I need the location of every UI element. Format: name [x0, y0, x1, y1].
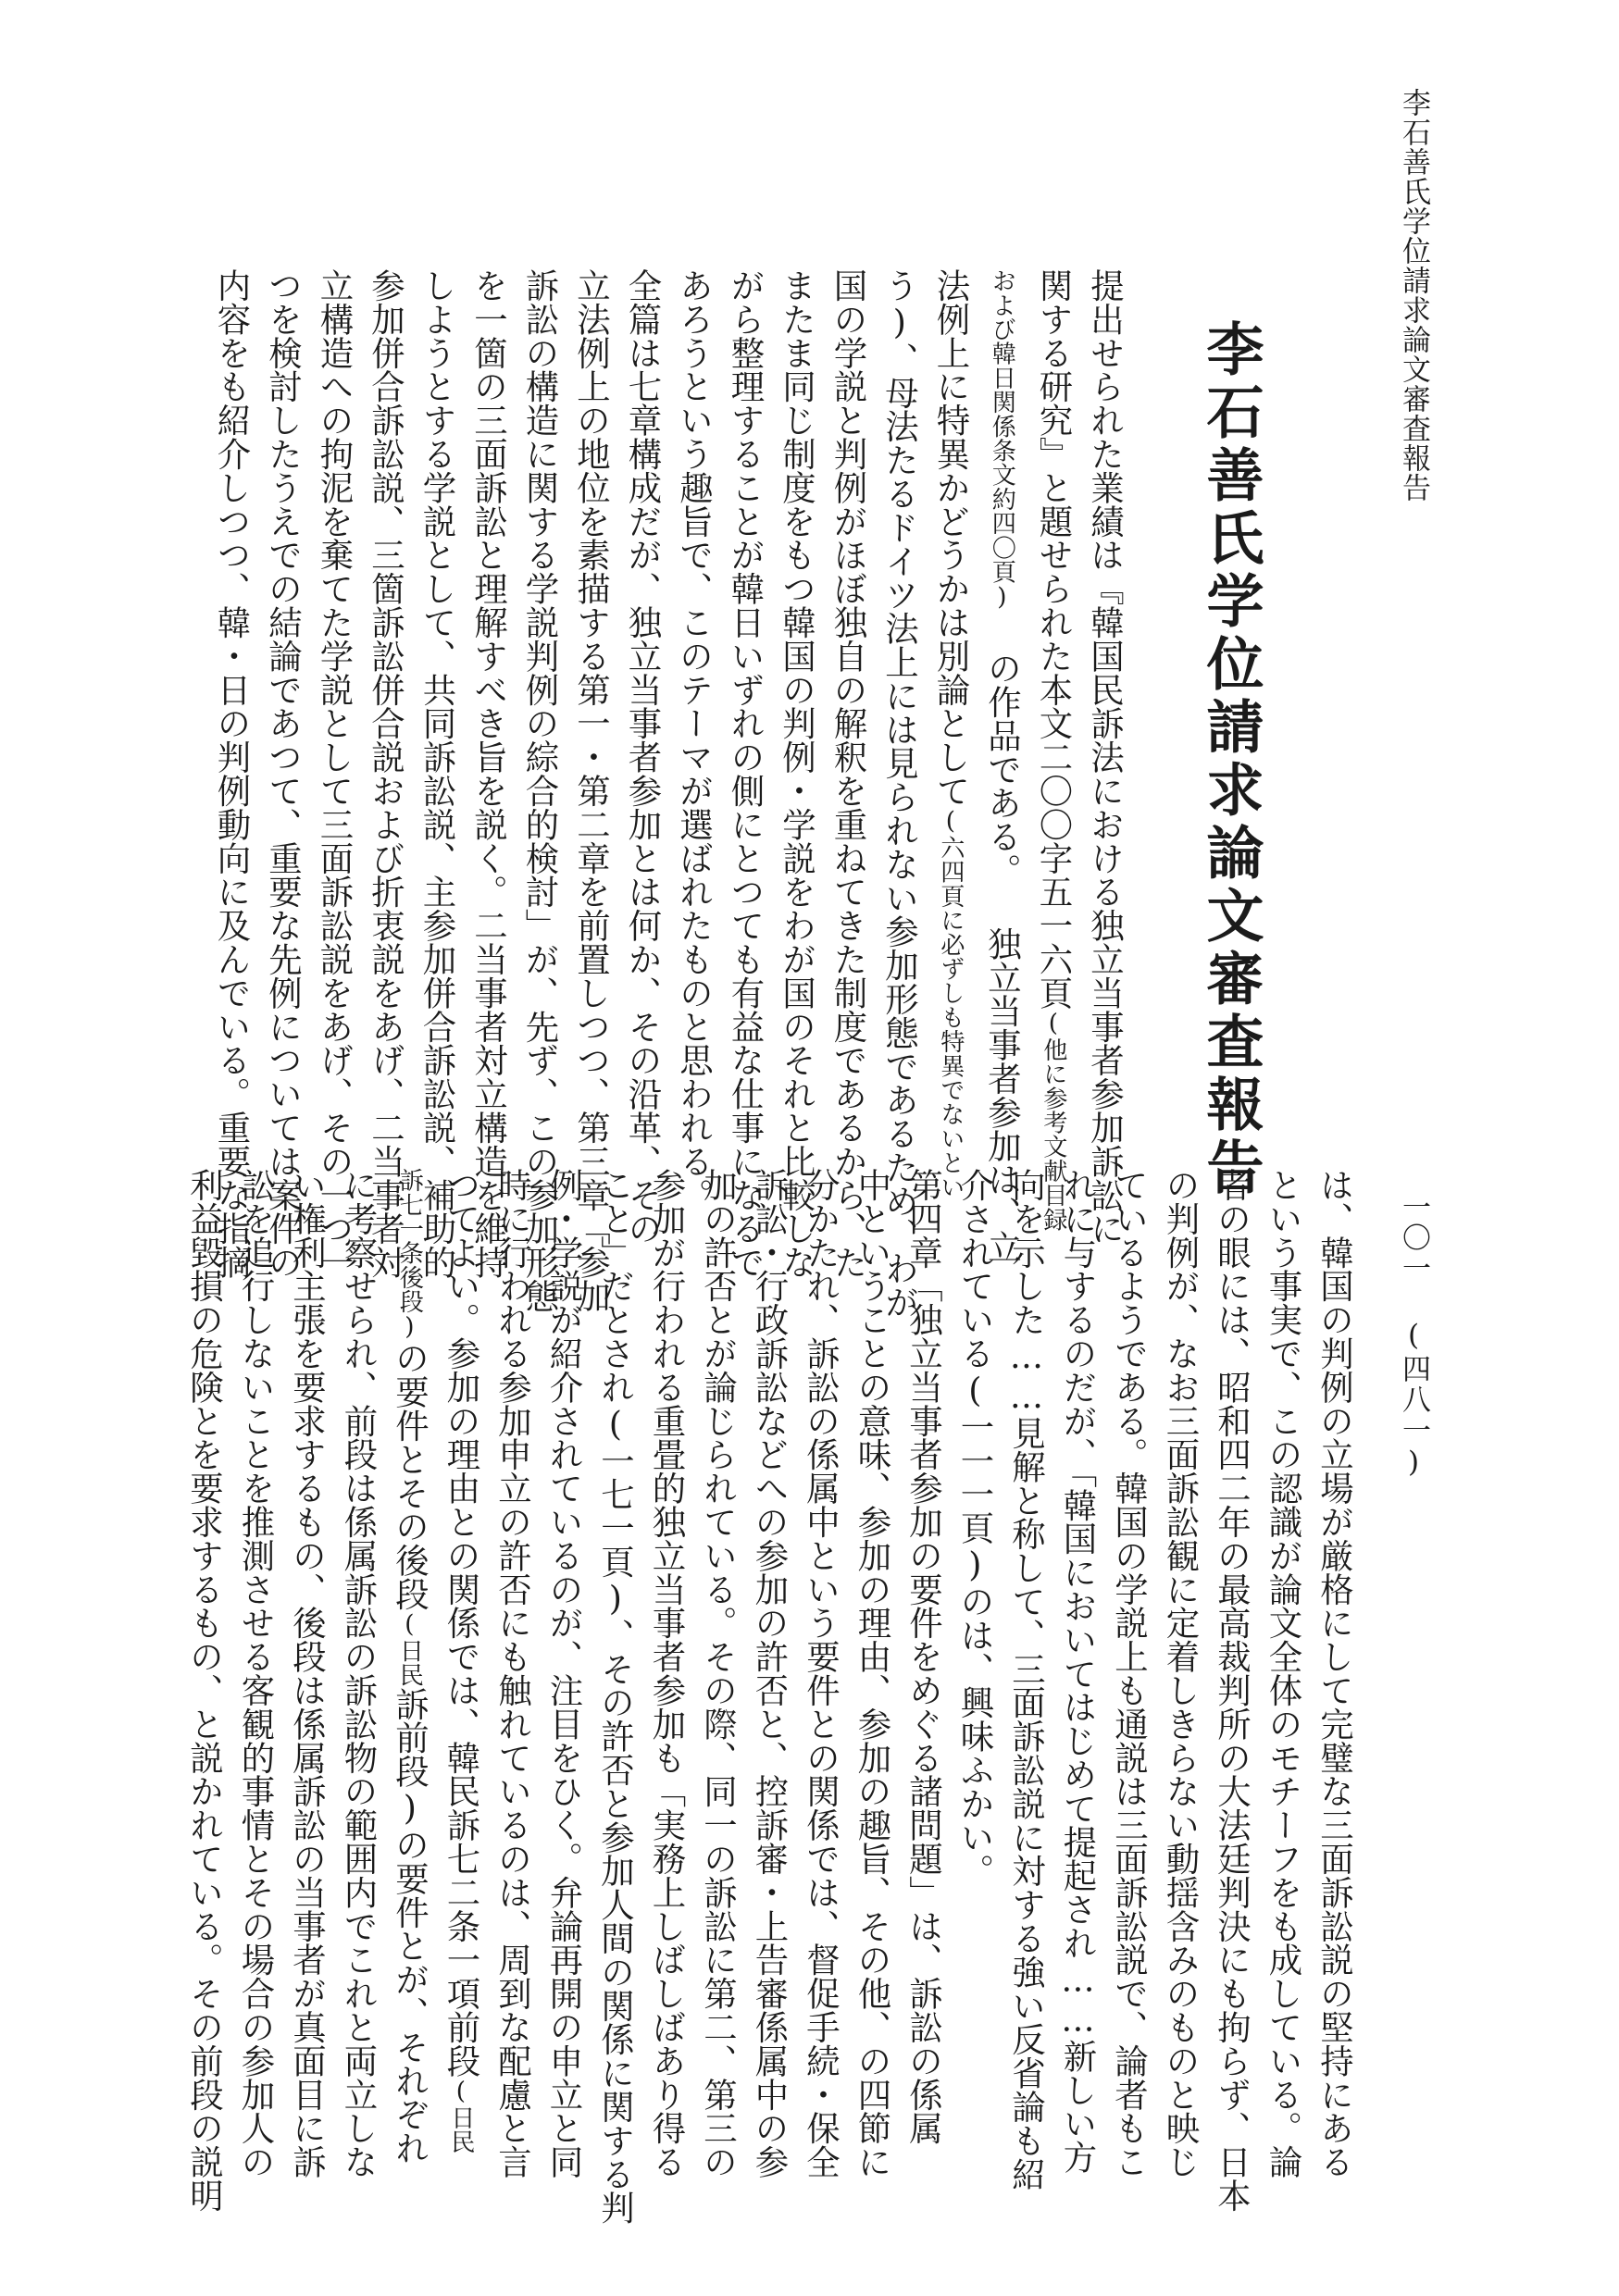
text-line: れに与するのだが、「韓国においてはじめて提起され……新しい方 — [1057, 1168, 1098, 2174]
text-line: 時に行われる参加申立の許否にも触れているのは、周到な配慮と言 — [492, 1168, 533, 2178]
text-line: 関する研究』と題せられた本文二〇〇字五一六頁(他に参考文献目録 — [1033, 268, 1074, 1232]
text-line: 訟を追行しないことを推測させる客観的事情とその場合の参加人の — [235, 1168, 276, 2178]
article-title: 李石善氏学位請求論文審査報告 — [1197, 319, 1264, 1200]
text-line: 立構造への拘泥を棄てた学説として三面訴訟説をあげ、その一つ一 — [314, 268, 355, 1279]
text-line: 参加併合訴訟説、三箇訴訟併合説および折衷説をあげ、二当事者対 — [366, 268, 406, 1279]
text-line: 向を示した……見解と称して、三面訴訟説に対する強い反省論も紹 — [1006, 1168, 1047, 2191]
text-line: に考察せられ、前段は係属訴訟の訴訟物の範囲内でこれと両立しな — [338, 1168, 379, 2178]
text-line: という事実で、この認識が論文全体のモチーフをも成している。論 — [1263, 1168, 1303, 2178]
text-line: は、韓国の判例の立場が厳格にして完璧な三面訴訟説の堅持にある — [1314, 1168, 1355, 2178]
text-line: 中ということの意味、参加の理由、参加の趣旨、その他、の四節に — [852, 1168, 892, 2178]
text-line: 介されている(一一一頁)のは、興味ふかい。 — [954, 1168, 995, 1888]
text-line: 国の学説と判例がほぼ独自の解釈を重ねてきた制度であるから、た — [828, 268, 868, 1279]
text-line: 例・学説が紹介されているのが、注目をひく。弁論再開の申立と同 — [543, 1168, 584, 2178]
text-line: 加の許否とが論じられている。その際、同一の訴訟に第二、第三の — [698, 1168, 739, 2178]
text-line: 内容をも紹介しつつ、韓・日の判例動向に及んでいる。重要な指摘 — [211, 268, 252, 1279]
running-head: 李石善氏学位請求論文審査報告 — [1397, 88, 1430, 503]
text-line: がら整理することが韓日いずれの側にとつても有益な仕事になるで — [725, 268, 766, 1279]
text-line: 訴訟の構造に関する学説判例の綜合的検討」が、先ず、この参加形態 — [519, 268, 560, 1313]
text-line: 訴訟・行政訴訟などへの参加の許否と、控訴審・上告審係属中の参 — [749, 1168, 790, 2178]
text-line: 提出せられた業績は『韓国民訴法における独立当事者参加訴訟に — [1085, 268, 1126, 1246]
text-line: および韓日関係条文約四〇頁) の作品である。 独立当事者参加は、立 — [982, 268, 1023, 1264]
text-line: 利益毀損の危険とを要求するもの、と説かれている。その前段の説明 — [184, 1168, 225, 2213]
text-line: つてよい。参加の理由との関係では、韓民訴七二条一項前段(日民 — [441, 1168, 481, 2154]
text-line: の判例が、なお三面訴訟観に定着しきらない動揺含みのものと映じ — [1160, 1168, 1201, 2178]
text-line: またま同じ制度をもつ韓国の判例・学説をわが国のそれと比較しな — [777, 268, 817, 1279]
text-line: う)、母法たるドイツ法上には見られない参加形態であるため、わが — [879, 268, 920, 1319]
text-line: 訴七一条後段)の要件とその後段(日民訴前段)の要件とが、それぞれ — [390, 1168, 430, 2166]
text-line: を一箇の三面訴訟と理解すべき旨を説く。二当事者対立構造を維持 — [468, 268, 509, 1279]
text-line: しようとする学説として、共同訴訟説、主参加併合訴訟説、補助的 — [417, 268, 457, 1279]
page-number: 一〇一 (四八一) — [1397, 1192, 1430, 1481]
text-line: 立法例上の地位を素描する第一・第二章を前置しつつ、第三章「参加 — [571, 268, 612, 1313]
text-line: 分かたれ、訴訟の係属中という要件との関係では、督促手続・保全 — [801, 1168, 841, 2178]
text-line: 全篇は七章構成だが、独立当事者参加とは何か、その沿革、その — [622, 268, 663, 1246]
text-line: こと」だとされ(一七一頁)、その許否と参加人間の関係に関する判 — [595, 1168, 636, 2225]
text-line: つを検討したうえでの結論であつて、重要な先例については案件の — [263, 268, 304, 1279]
text-line: い権利主張を要求するもの、後段は係属訴訟の当事者が真面目に訴 — [287, 1168, 328, 2178]
text-line: 法例上に特異かどうかは別論として(六四頁に必ずしも特異でないとい — [930, 268, 971, 1199]
text-line: あろうという趣旨で、このテーマが選ばれたものと思われる。 — [674, 268, 715, 1212]
text-line: 参加が行われる重畳的独立当事者参加も「実務上しばしばあり得る — [646, 1168, 687, 2178]
text-line: ているようである。韓国の学説上も通説は三面訴訟説で、論者もこ — [1109, 1168, 1150, 2178]
text-line: 第四章「独立当事者参加の要件をめぐる諸問題」は、訴訟の係属 — [903, 1168, 944, 2145]
text-line: 者の眼には、昭和四二年の最高裁判所の大法廷判決にも拘らず、日本 — [1212, 1168, 1252, 2213]
